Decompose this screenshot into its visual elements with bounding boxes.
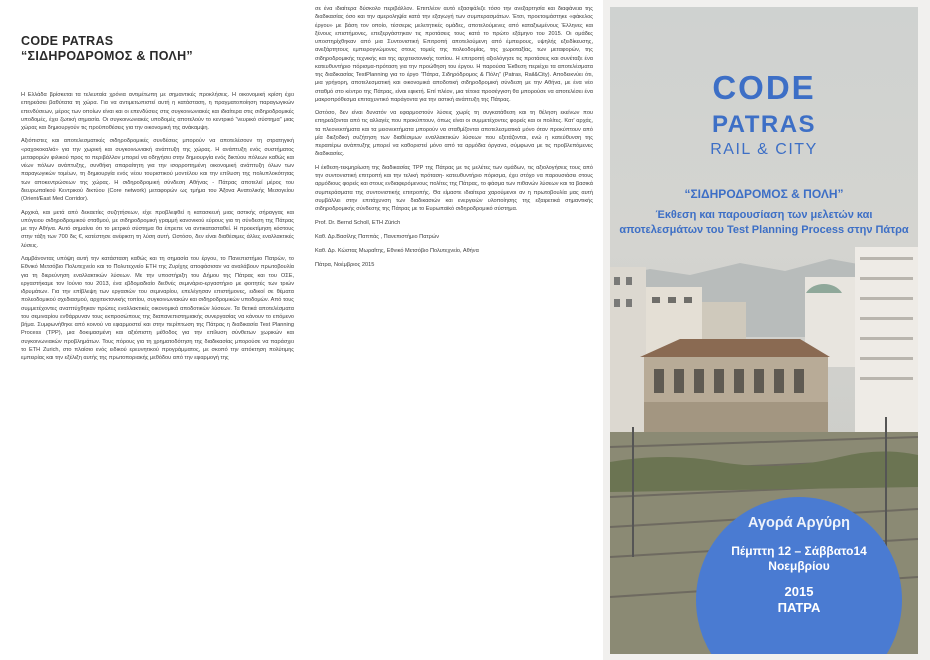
signature-line: Καθ. Δρ. Κώστας Μωραΐτης, Εθνικό Μετσόβιο Πολυτεχνείο, Αθήνα [315, 248, 479, 255]
building [610, 267, 646, 437]
date-line: Πάτρα, Νοέμβριος 2015 [315, 262, 375, 269]
event-city: ΠΑΤΡΑ [777, 600, 821, 615]
paragraph: Αξιόπιστες και αποτελεσματικές σιδηροδρομικές συνδέσεις μπορούν να αποτελέσουν τη στρατηγική «ραχοκοκαλιά» για την χωρική και συγκοινωνιακή ανάπτυξη της χώρας. Η ανάπτυξη ενός συστήματος μεταφορών φιλικού προς το περιβάλλον μπορεί να οδηγήσει στην δημιουργία ενός δικτύου πόλεων καθώς και νέων πόλων ανάπτυξης, συνθήκη απαραίτητη για την ισορροπημένη οικονομική ανάπτυξη όλων των παραγωγικών τομέων, τη δημιουργία ενός νέου τουριστικού μοντέλου και την επίλυση της πολυπλοκότητας των αποκεντρώσεων της χώρας. Η σιδηροδρομική σύνδεση Αθήνας - Πάτρας αποτελεί μέρος του διευρωπαϊκού Κεντρικού δικτύου (Core network) μεταφορών ως τμήμα του Άξονα Ανατολικής Μεσογείου (Orient/East Med Corridor). [21, 138, 294, 203]
paragraph: σε ένα ιδιαίτερα δύσκολο περιβάλλον. Επιπλέον αυτό εξασφάλιζε τόσο την ανεξαρτησία και διαφάνεια της διαδικασίας όσο και την αμεροληψία κατά την εξαγωγή των συμπερασμάτων. Έτσι, προετοιμάστηκε «φάκελος έργου» με βάση τον οποίο, τέσσερις μελετητικές ομάδες, αποτελούμενες από καταξιωμένους Έλληνες και ξένους επιστήμονες, επεξεργάστηκαν τις προτάσεις τους κατά το πρώτο εξάμηνο του 2015. Οι ομάδες υποστηρίχθηκαν από μια Συντονιστική Επιτροπή αποτελούμενη από έμπειρους, υψηλής εξειδίκευσης, ανεξάρτητους εμπειρογνώμονες στους τομείς της πολεοδομίας, της χωροταξίας, των μεταφορών, της σιδηροδρομικής τεχνικής και της αρχιτεκτονικής τοπίου. Η επιτροπή αξιολόγησε τις προτάσεις και συνέταξε ένα κατευθυντήριο πόρισμα-πρόταση για την προώθηση του έργου. Η παρούσα Έκθεση περιέχει τα αποτελέσματα της διαδικασίας TestPlanning για το έργο “Πάτρα, Σιδηρόδρομος & Πόλη” (Patras, Rail&City). Αποδεικνύει ότι, μια γρήγορη, αποτελεσματική και οικονομικά αποδοτική σιδηροδρομική σύνδεση με την Αθήνα, με ένα νέο σταθμό στο κέντρο της Πάτρας, είναι εφικτή. Επί πλέον, μια τέτοια προσέγγιση θα μπορούσε να αποτελέσει ένα μακροπρόθεσμα επιταχυντικό παράγοντα για την αστική ανάπτυξη της Πάτρας. [315, 6, 593, 103]
middle-text-column [315, 5, 593, 276]
middle-page [305, 0, 603, 660]
event-venue: Αγορά Αργύρη [747, 515, 850, 531]
cover-description-line: Έκθεση και παρουσίαση των μελετών και [655, 209, 873, 221]
logo-patras-text: PATRAS [711, 111, 817, 138]
signature-line: Καθ. Δρ.Βασίλης Παππάς , Πανεπιστήμιο Πατρών [315, 233, 440, 240]
left-text-column [21, 91, 294, 368]
paragraph: Η έκθεση-τεκμηρίωση της διαδικασίας TPP της Πάτρας με τις μελέτες των ομάδων, τις αξιολογήσεις τους από την συντονιστική επιτροπή και την τελική πρόταση- κατευθυντήριο πόρισμα, έχει στόχο να παρουσιάσει στους αρμόδιους φορείς και στους ενδιαφερόμενους πολίτες της Πάτρας, το φάσμα των πιθανών λύσεων και τα βασικά συμπεράσματα της συντονιστικής επιτροπής. Θα είμαστε ιδιαίτερα χαρούμενοι αν η πρωτοβουλία μας αυτή συμβάλλει στην επιτάχυνση των διαδικασιών και ενεργειών υλοποίησης της εξαιρετικά σημαντικής σιδηροδρομικής σύνδεσης της Πάτρας με το Ευρωπαϊκό σιδηροδρομικό σύστημα. [315, 164, 593, 213]
paragraph: Η Ελλάδα βρίσκεται τα τελευταία χρόνια αντιμέτωπη με σημαντικές προκλήσεις. Η οικονομική κρίση έχει επηρεάσει βαθύτατα τη χώρα. Για να αντιμετωπιστεί αυτή η κατάσταση, η πραγματοποίηση παραγωγικών επενδύσεων, μέρος των οποίων είναι και οι επενδύσεις στις συγκοινωνιακές και ιδιαίτερα στις σιδηροδρομικές υποδομές, έχει ζωτική σημασία. Οι συγκοινωνιακές υποδομές αποτελούν το κεντρικό “νευρικό σύστημα” μιας χώρας και δημιουργούν τις προϋποθέσεις για την οικονομική της ανάκαμψη. [21, 92, 294, 131]
left-page [0, 0, 305, 660]
paragraph: Λαμβάνοντας υπόψη αυτή την κατάσταση καθώς και τη σημασία του έργου, το Πανεπιστήμιο Πατρών, το Εθνικό Μετσόβιο Πολυτεχνείο και το Πολυτεχνείο ETH της Ζυρίχης αποφάσισαν να αναλάβουν πρωτοβουλία για τη διερεύνηση εναλλακτικών λύσεων. Με την υποστήριξη του Δήμου της Πάτρας και του ΟΣΕ, εργαστήκαμε τον Ιούνιο του 2013, ένα εβδομαδιαίο διεθνές σεμινάριο-εργαστήριο με φοιτητές των τριών ιδρυμάτων. Για την επίβλεψη των εργασιών του σεμιναρίου, επελέγησαν επιστήμονες, ειδικοί σε θέματα πολεοδομικού σχεδιασμού, αρχιτεκτονικής τοπίου, συγκοινωνιακών και σιδηροδρομικών υποδομών. Από τους συμμετέχοντες αναπτύχθηκαν πρώτες εναλλακτικές οικονομικά αποδοτικών λύσεων. Τα θετικά αποτελέσματα του σεμιναρίου ενθάρρυναν τους εκπροσώπους της διαπανεπιστημιακής συνεργασίας να κάνουν το επόμενο βήμα. Συμφωνήθηκε από κοινού να εφαρμοστεί και στην περίπτωση της Πάτρας η διαδικασία Test Planning Process (TPP), μια δοκιμασμένη και αξιόπιστη μέθοδος για την επίλυση σύνθετων χωρικών και συγκοινωνιακών προβλημάτων. Τους πόρους για τη χρηματοδότηση της διαδικασίας μπορούσε να παράσχει το ETH Zurich, στο πλαίσιο ενός ειδικού ερευνητικού προγράμματος, με σκοπό την απόκτηση πολύτιμης εμπειρίας και την εξέλιξη αυτής της πρωτοποριακής μεθόδου από την εφαρμογή της [21, 256, 294, 362]
cover-subtitle: “ΣΙΔΗΡΟΔΡΟΜΟΣ & ΠΟΛΗ” [684, 187, 844, 201]
event-month: Νοεμβρίου [768, 559, 830, 573]
signature-line: Prof. Dr. Bernd Scholl, ETH Zürich [315, 219, 401, 226]
event-dates: Πέμπτη 12 – Σάββατο14 [731, 544, 867, 558]
paragraph: Αρχικά, και μετά από δεκαετίες συζητήσεων, είχε προβλεφθεί η κατασκευή μιας αστικής σήραγγας και υπόγειου σιδηροδρομικού σταθμού, με σιδηροδρομική γραμμή κανονικού εύρους για τη σύνδεση της Πάτρας με την Αθήνα. Αυτό σημαίνει ότι το μετρικό σύστημα θα έπρεπε να αντικατασταθεί. Η προεκτίμηση κόστους στην τάξη των 700 δις €, κατέστησε ανέφικτη τη λύση αυτή. Ωστόσο, δεν είναι διαθέσιμες άλλες εναλλακτικές λύσεις. [21, 209, 294, 249]
cover-panel [610, 7, 918, 654]
logo-rail-city-text: RAIL & CITY [710, 141, 818, 158]
cover-description-line: αποτελεσμάτων του Test Planning Process στην Πάτρα [619, 224, 909, 236]
spread-gutter [603, 0, 610, 660]
logo-code-text: CODE [712, 69, 816, 106]
event-info-circle [696, 497, 902, 654]
event-year: 2015 [784, 584, 814, 599]
document-subtitle: “ΣΙΔΗΡΟΔΡΟΜΟΣ & ΠΟΛΗ” [21, 49, 193, 63]
document-title: CODE PATRAS [21, 34, 114, 48]
paragraph: Ωστόσο, δεν είναι δυνατόν να εφαρμοστούν λύσεις χωρίς τη συγκατάθεση και τη θέληση εκείνων που επηρεάζονται από τις αλλαγές που προκύπτουν, όπως είναι οι συμμετέχοντες φορείς και οι πολίτες. Κατ' αρχάς, τα πλεονεκτήματα και τα μειονεκτήματα μπορούν να σταθμίζονται αποτελεσματικά μόνο όταν προκύπτουν από μία διεξοδική συζήτηση των διαθέσιμων εναλλακτικών λύσεων που εξετάζονται, ενώ η κατεύθυνση της περαιτέρω ανάπτυξης μπορεί να καθοριστεί μόνο από τα αρμόδια όργανα, σύμφωνα με τις προβλεπόμενες διαδικασίες. [315, 110, 593, 158]
